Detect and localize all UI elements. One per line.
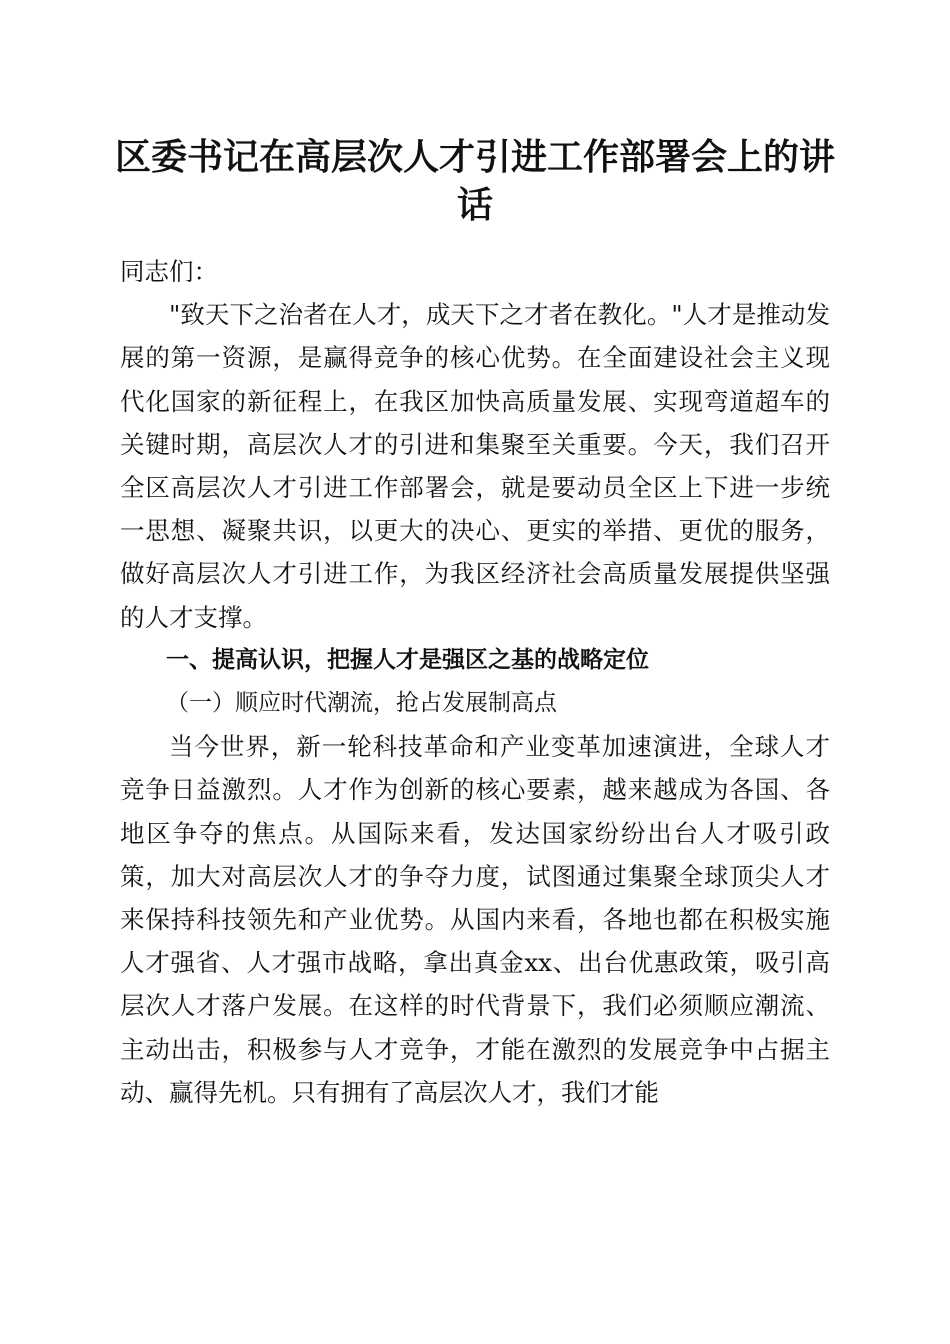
section-1-heading: 一、提高认识，把握人才是强区之基的战略定位	[166, 646, 649, 673]
document-body	[120, 250, 830, 1114]
salutation: 同志们：	[120, 257, 218, 286]
intro-paragraph: "致天下之治者在人才，成天下之才者在教化。"人才是推动发展的第一资源，是赢得竞争的核心优势。在全面建设社会主义现代化国家的新征程上，在我区加快高质量发展、实现弯道超车的关键时期，高层次人才的引进和集聚至关重要。今天，我们召开全区高层次人才引进工作部署会，就是要动员全区上下进一步统一思想、凝聚共识，以更大的决心、更实的举措、更优的服务，做好高层次人才引进工作，为我区经济社会高质量发展提供坚强的人才支撑。	[120, 300, 830, 632]
document-title: 区委书记在高层次人才引进工作部署会上的讲话	[114, 136, 835, 226]
subsection-1-paragraph: 当今世界，新一轮科技革命和产业变革加速演进，全球人才竞争日益激烈。人才作为创新的核心要素，越来越成为各国、各地区争夺的焦点。从国际来看，发达国家纷纷出台人才吸引政策，加大对高层次人才的争夺力度，试图通过集聚全球顶尖人才来保持科技领先和产业优势。从国内来看，各地也都在积极实施人才强省、人才强市战略，拿出真金xx、出台优惠政策，吸引高层次人才落户发展。在这样的时代背景下，我们必须顺应潮流、主动出击，积极参与人才竞争，才能在激烈的发展竞争中占据主动、赢得先机。只有拥有了高层次人才，我们才能	[120, 732, 830, 1107]
subsection-1-heading: （一）顺应时代潮流，抢占发展制高点	[166, 690, 557, 717]
